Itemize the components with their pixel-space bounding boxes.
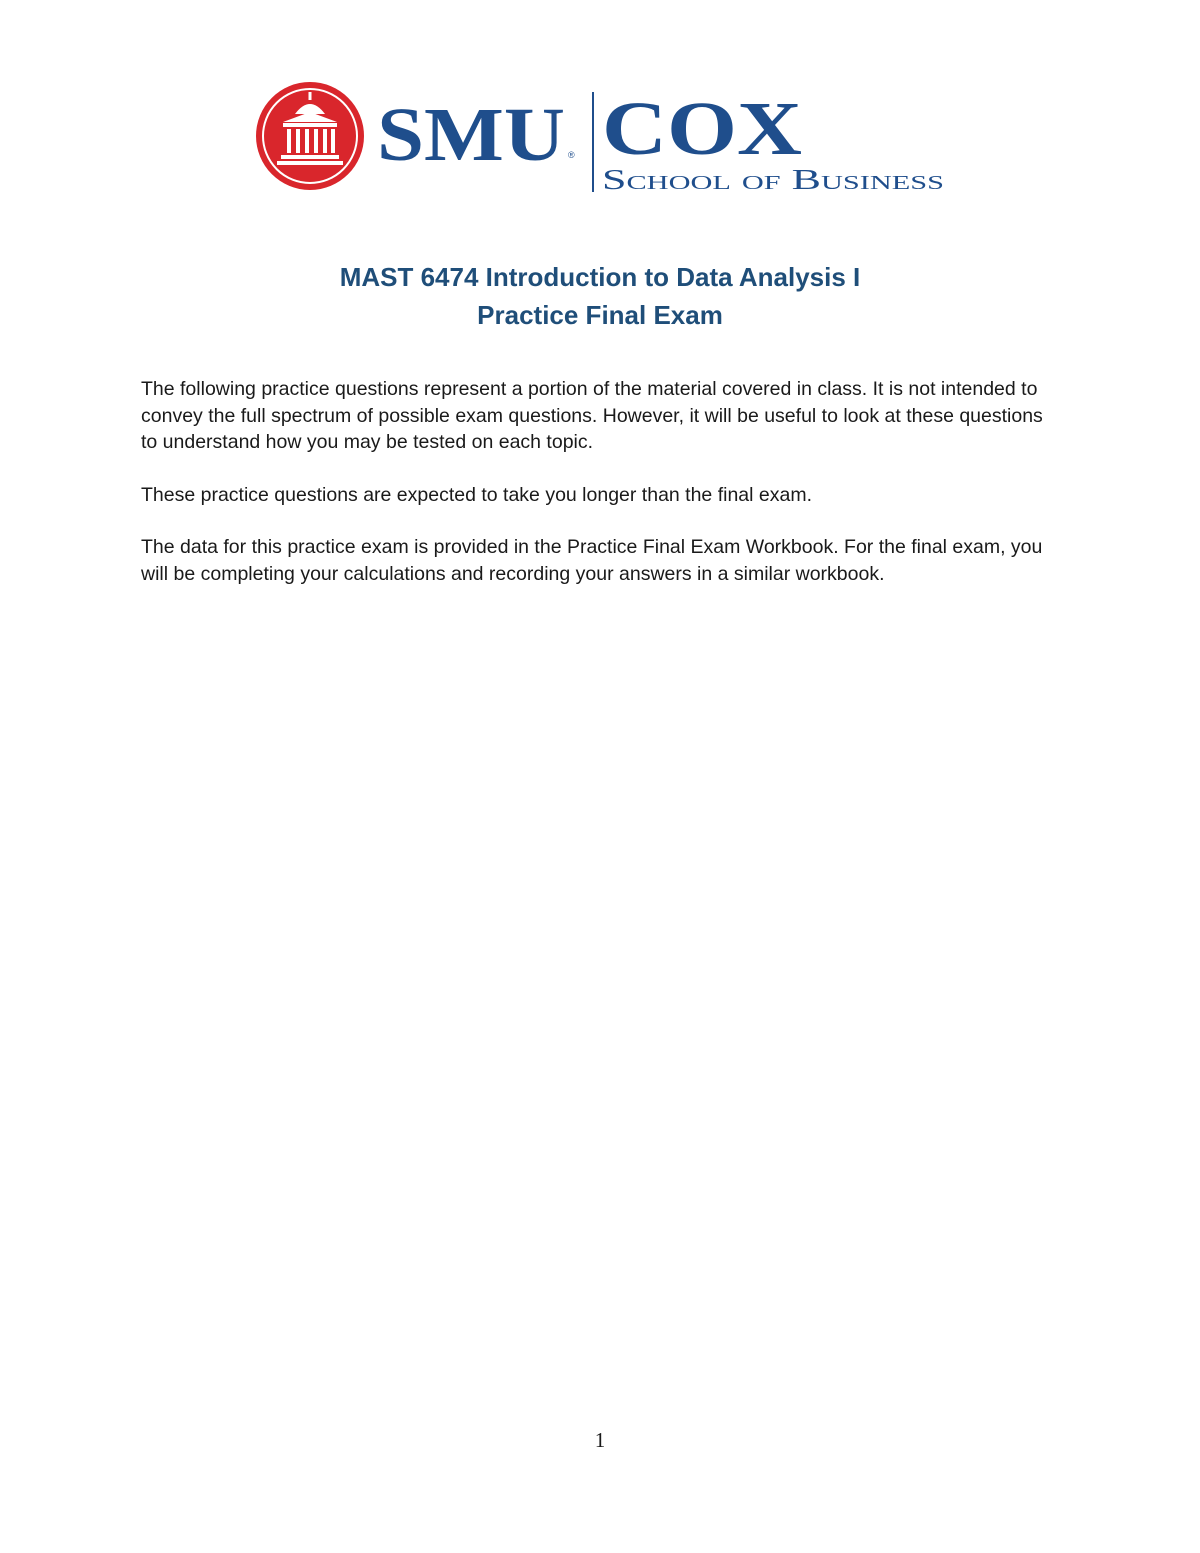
exam-title: Practice Final Exam	[477, 300, 723, 330]
smu-cox-logo	[255, 78, 955, 198]
school-of-business-wordmark: School of Business	[602, 164, 944, 196]
intro-text	[141, 376, 1061, 613]
smu-seal-icon	[256, 82, 364, 190]
page-number: 1	[594, 1428, 606, 1452]
paragraph-intro: The following practice questions represent a portion of the material covered in class. It is not intended to convey the full spectrum of possible exam questions. However, it will be useful to look at these questions to understand how you may be tested on each topic.	[141, 378, 1043, 453]
document-title	[0, 258, 1200, 334]
paragraph-duration: These practice questions are expected to take you longer than the final exam.	[141, 483, 812, 506]
logo-divider	[592, 92, 594, 192]
paragraph-data-workbook: The data for this practice exam is provided in the Practice Final Exam Workbook. For the final exam, you will be completing your calculations and recording your answers in a similar workbook.	[141, 536, 1043, 585]
registered-mark: ®	[568, 150, 575, 160]
course-title: MAST 6474 Introduction to Data Analysis I	[339, 262, 861, 292]
smu-wordmark: SMU	[377, 93, 565, 177]
cox-wordmark: COX	[602, 87, 802, 171]
